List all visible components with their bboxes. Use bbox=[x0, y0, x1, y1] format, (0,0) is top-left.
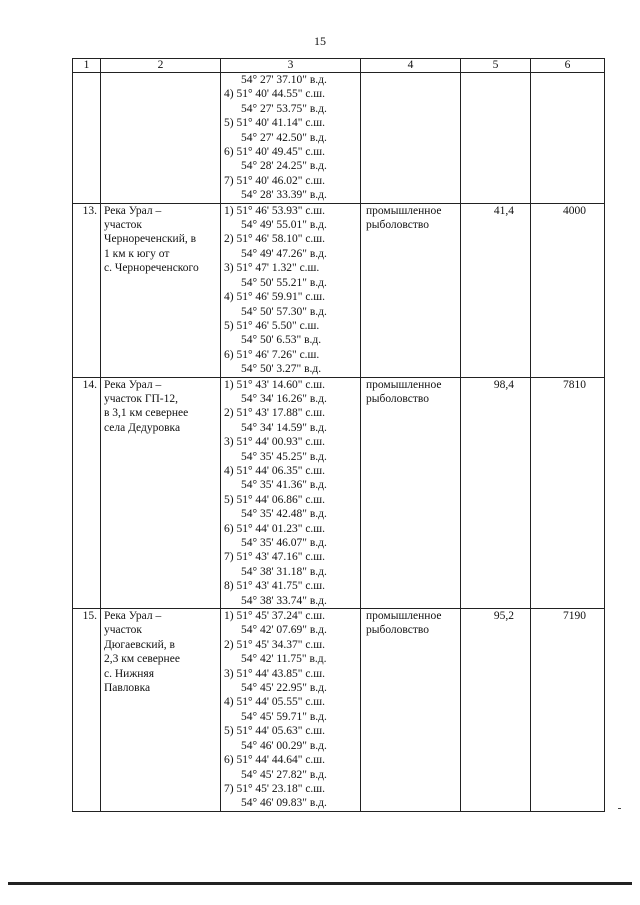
scan-artifact bbox=[618, 808, 621, 809]
area-name-line: Река Урал – bbox=[104, 204, 162, 217]
purpose-line: рыболовство bbox=[366, 392, 430, 405]
coordinate-longitude: 54° 45' 22.95" в.д. bbox=[241, 682, 327, 695]
area-name-line: Дюгаевский, в bbox=[104, 638, 175, 651]
coordinate-longitude: 54° 34' 16.26" в.д. bbox=[241, 392, 327, 405]
coordinate-longitude: 54° 27' 42.50" в.д. bbox=[241, 131, 327, 144]
coordinate-latitude: 5) 51° 44' 06.86" с.ш. bbox=[224, 493, 326, 506]
coordinate-longitude: 54° 38' 33.74" в.д. bbox=[241, 594, 327, 607]
coordinate-latitude: 3) 51° 44' 00.93" с.ш. bbox=[224, 436, 326, 449]
coordinate-latitude: 1) 51° 45' 37.24" с.ш. bbox=[224, 610, 326, 623]
purpose-line: промышленное bbox=[366, 378, 442, 391]
page-bottom-rule bbox=[8, 882, 632, 885]
area-name-cell bbox=[101, 73, 221, 204]
area-size-cell: 41,4 bbox=[461, 203, 531, 377]
coordinate-latitude: 5) 51° 44' 05.63" с.ш. bbox=[224, 725, 326, 738]
coordinate-latitude: 3) 51° 47' 1.32" с.ш. bbox=[224, 262, 320, 275]
purpose-line: рыболовство bbox=[366, 219, 430, 232]
area-name-line: в 3,1 км севернее bbox=[104, 407, 189, 420]
coordinate-longitude: 54° 35' 46.07" в.д. bbox=[241, 537, 327, 549]
coordinate-latitude: 1) 51° 46' 53.93" с.ш. bbox=[224, 204, 326, 217]
coordinate-longitude: 54° 46' 09.83" в.д. bbox=[241, 797, 327, 810]
column-header: 6 bbox=[531, 59, 605, 73]
coordinate-latitude: 8) 51° 43' 41.75" с.ш. bbox=[224, 580, 326, 593]
coordinate-longitude: 54° 28' 33.39" в.д. bbox=[241, 189, 327, 202]
quota-cell: 4000 bbox=[531, 203, 605, 377]
coordinate-longitude: 54° 35' 45.25" в.д. bbox=[241, 450, 327, 463]
fishing-areas-table bbox=[72, 58, 605, 812]
coordinate-latitude: 4) 51° 46' 59.91" с.ш. bbox=[224, 291, 326, 304]
coordinates-cell bbox=[221, 377, 361, 609]
purpose-line: промышленное bbox=[366, 204, 442, 217]
coordinate-latitude: 6) 51° 44' 01.23" с.ш. bbox=[224, 522, 326, 535]
coordinate-latitude: 1) 51° 43' 14.60" с.ш. bbox=[224, 378, 326, 391]
column-header: 5 bbox=[461, 59, 531, 73]
coordinate-latitude: 6) 51° 44' 44.64" с.ш. bbox=[224, 754, 326, 767]
coordinates-cell bbox=[221, 609, 361, 812]
area-name-line: 2,3 км севернее bbox=[104, 653, 180, 666]
purpose-line: рыболовство bbox=[366, 624, 430, 637]
area-size-cell bbox=[461, 73, 531, 204]
quota-cell: 7190 bbox=[531, 609, 605, 812]
coordinate-longitude: 54° 50' 55.21" в.д. bbox=[241, 276, 327, 289]
coordinate-longitude: 54° 50' 3.27" в.д. bbox=[241, 363, 322, 376]
area-name-line: Река Урал – bbox=[104, 610, 162, 623]
area-size-cell: 95,2 bbox=[461, 609, 531, 812]
coordinate-longitude: 54° 28' 24.25" в.д. bbox=[241, 160, 327, 173]
coordinate-latitude: 7) 51° 40' 46.02" с.ш. bbox=[224, 174, 326, 187]
coordinate-longitude: 54° 38' 31.18" в.д. bbox=[241, 565, 327, 578]
coordinate-latitude: 4) 51° 44' 06.35" с.ш. bbox=[224, 464, 326, 477]
area-size-cell: 98,4 bbox=[461, 377, 531, 609]
coordinate-longitude: 54° 35' 42.48" в.д. bbox=[241, 508, 327, 521]
table-header-row bbox=[73, 59, 605, 73]
coordinate-longitude: 54° 45' 59.71" в.д. bbox=[241, 710, 327, 723]
coordinate-latitude: 2) 51° 43' 17.88" с.ш. bbox=[224, 407, 326, 420]
coordinate-latitude: 6) 51° 40' 49.45" с.ш. bbox=[224, 146, 326, 159]
area-name-line: с. Чернореченского bbox=[104, 262, 199, 275]
coordinate-longitude: 54° 27' 37.10" в.д. bbox=[241, 74, 327, 86]
area-name-line: Павловка bbox=[104, 682, 151, 695]
coordinate-latitude: 5) 51° 40' 41.14" с.ш. bbox=[224, 117, 326, 130]
column-header: 4 bbox=[361, 59, 461, 73]
coordinate-longitude: 54° 45' 27.82" в.д. bbox=[241, 768, 327, 781]
quota-cell: 7810 bbox=[531, 377, 605, 609]
area-name-cell bbox=[101, 377, 221, 609]
coordinate-latitude: 4) 51° 44' 05.55" с.ш. bbox=[224, 696, 326, 709]
coordinate-latitude: 2) 51° 45' 34.37" с.ш. bbox=[224, 638, 326, 651]
coordinate-longitude: 54° 42' 07.69" в.д. bbox=[241, 624, 327, 637]
coordinate-latitude: 7) 51° 43' 47.16" с.ш. bbox=[224, 551, 326, 564]
area-name-line: Чернореченский, в bbox=[104, 233, 197, 246]
area-name-cell bbox=[101, 609, 221, 812]
coordinate-longitude: 54° 46' 00.29" в.д. bbox=[241, 739, 327, 752]
area-name-cell bbox=[101, 203, 221, 377]
quota-cell bbox=[531, 73, 605, 204]
area-name-line: участок ГП-12, bbox=[104, 392, 178, 405]
area-name-line: участок bbox=[104, 219, 142, 232]
column-header: 2 bbox=[101, 59, 221, 73]
row-number-cell: 13. bbox=[73, 203, 101, 377]
coordinate-longitude: 54° 34' 14.59" в.д. bbox=[241, 421, 327, 434]
coordinates-cell bbox=[221, 73, 361, 204]
area-name-line: села Дедуровка bbox=[104, 421, 181, 434]
coordinates-cell bbox=[221, 203, 361, 377]
row-number-cell: 14. bbox=[73, 377, 101, 609]
coordinate-latitude: 2) 51° 46' 58.10" с.ш. bbox=[224, 233, 326, 246]
coordinate-latitude: 4) 51° 40' 44.55" с.ш. bbox=[224, 88, 326, 101]
area-name-line: 1 км к югу от bbox=[104, 247, 170, 260]
table-row-15 bbox=[73, 609, 605, 812]
area-name-line: Река Урал – bbox=[104, 378, 162, 391]
coordinate-longitude: 54° 42' 11.75" в.д. bbox=[241, 653, 327, 666]
table-row-continuation bbox=[73, 73, 605, 204]
purpose-cell bbox=[361, 609, 461, 812]
coordinate-latitude: 3) 51° 44' 43.85" с.ш. bbox=[224, 667, 326, 680]
coordinate-latitude: 5) 51° 46' 5.50" с.ш. bbox=[224, 319, 320, 332]
table-row-14 bbox=[73, 377, 605, 609]
coordinate-longitude: 54° 35' 41.36" в.д. bbox=[241, 479, 327, 492]
area-name-line: с. Нижняя bbox=[104, 667, 154, 680]
purpose-cell bbox=[361, 377, 461, 609]
purpose-cell bbox=[361, 73, 461, 204]
table-row-13 bbox=[73, 203, 605, 377]
row-number-cell: 15. bbox=[73, 609, 101, 812]
coordinate-longitude: 54° 50' 6.53" в.д. bbox=[241, 334, 322, 347]
coordinate-longitude: 54° 27' 53.75" в.д. bbox=[241, 102, 327, 115]
coordinate-longitude: 54° 49' 55.01" в.д. bbox=[241, 219, 327, 232]
row-number-cell bbox=[73, 73, 101, 204]
coordinate-longitude: 54° 50' 57.30" в.д. bbox=[241, 305, 327, 318]
area-name-line: участок bbox=[104, 624, 142, 637]
column-header: 3 bbox=[221, 59, 361, 73]
purpose-line: промышленное bbox=[366, 610, 442, 623]
coordinate-longitude: 54° 49' 47.26" в.д. bbox=[241, 247, 327, 260]
page-number: 15 bbox=[314, 34, 326, 48]
coordinate-latitude: 7) 51° 45' 23.18" с.ш. bbox=[224, 782, 326, 795]
column-header: 1 bbox=[73, 59, 101, 73]
coordinate-latitude: 6) 51° 46' 7.26" с.ш. bbox=[224, 348, 320, 361]
purpose-cell bbox=[361, 203, 461, 377]
